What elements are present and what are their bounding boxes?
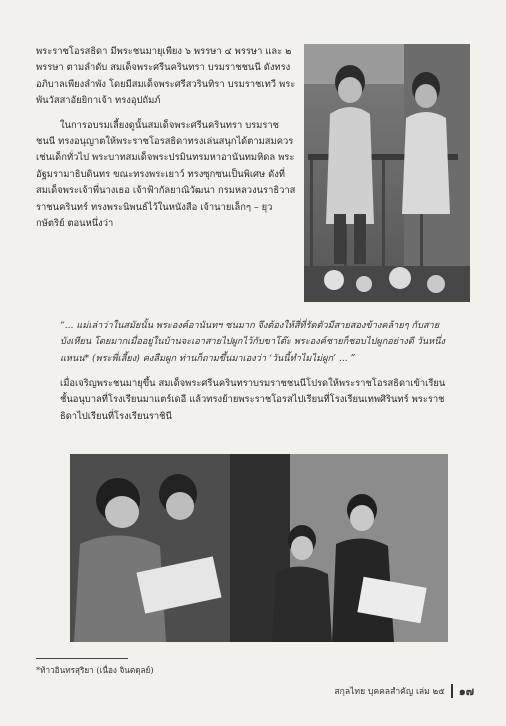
body-paragraph bbox=[60, 376, 448, 425]
intro-paragraph-1: พระราชโอรสธิดา มีพระชนมายุเพียง ๖ พรรษา ๔ พรรษา และ ๒ พรรษา ตามลำดับ สมเด็จพระศรีนครินทรา บรมราชชนนี ดังทรงอภิบาลเพียงลำพัง โดยมีสมเด็จพระศรีสวรินทิรา บรมราชเทวี พระพันวัสสาอัยยิกาเจ้า ทรงอุปถัมภ์ bbox=[36, 46, 296, 107]
footnote: *ท้าวอินทรสุริยา (เนื่อง จินตดุลย์) bbox=[36, 665, 154, 675]
intro-text bbox=[36, 44, 296, 240]
footnote-divider bbox=[36, 658, 128, 659]
page-footer bbox=[334, 682, 474, 700]
intro-paragraph-2: ในการอบรมเลี้ยงดูนั้นสมเด็จพระศรีนครินทรา บรมราชชนนี ทรงอนุญาตให้พระราชโอรสธิดาทรงเล่นสนุกได้ตามสมควรเช่นเด็กทั่วไป พระบาทสมเด็จพระปรมินทรมหาอานันทมหิดล พระอัฐมรามาธิบดินทร ขณะทรงพระเยาว์ ทรงซุกซนเป็นพิเศษ ดังที่สมเด็จพระเจ้าพี่นางเธอ เจ้าฟ้ากัลยาณิวัฒนา กรมหลวงนราธิวาสราชนครินทร์ ทรงพระนิพนธ์ไว้ในหนังสือ เจ้านายเล็กๆ – ยุวกษัตริย์ ตอนหนึ่งว่า bbox=[36, 119, 296, 230]
page-number: ๑๗ bbox=[458, 685, 474, 698]
footer-divider bbox=[451, 684, 453, 698]
footer-title: สกุลไทย บุคคลสำคัญ เล่ม ๒๕ bbox=[334, 687, 445, 697]
quote-block: “... แม่เล่าว่าในสมัยนั้น พระองค์อานันทฯ ซนมาก จึงต้องให้สี่ที่รัดตัวมีสายสองข้างคล้ายๆ กับสายบังเหียน โดยมากเมื่ออยู่ในบ้านจะเอาสายไปผูกไว้กับขาโต๊ะ พระองค์ชายก็ชอบไปผูกอย่างดี วันหนึ่งแหนน* (พระพี่เลี้ยง) คงลืมผูก ท่านก็ถามขึ้นมาเองว่า ‘วันนี้ทำไมไม่ผูก’ ... ” bbox=[60, 320, 445, 364]
body-text: เมื่อเจริญพระชนมายุขึ้น สมเด็จพระศรีนครินทราบรมราชชนนีโปรดให้พระราชโอรสธิดาเข้าเรียนชั้นอนุบาลที่โรงเรียนมาแตร์เดอี แล้วทรงย้ายพระราชโอรสไปเรียนที่โรงเรียนเทพศิรินทร์ พระราชธิดาไปเรียนที่โรงเรียนราชินี bbox=[60, 378, 446, 422]
photo-two-boys-balcony bbox=[304, 44, 470, 302]
photo-children-reading bbox=[70, 454, 448, 642]
